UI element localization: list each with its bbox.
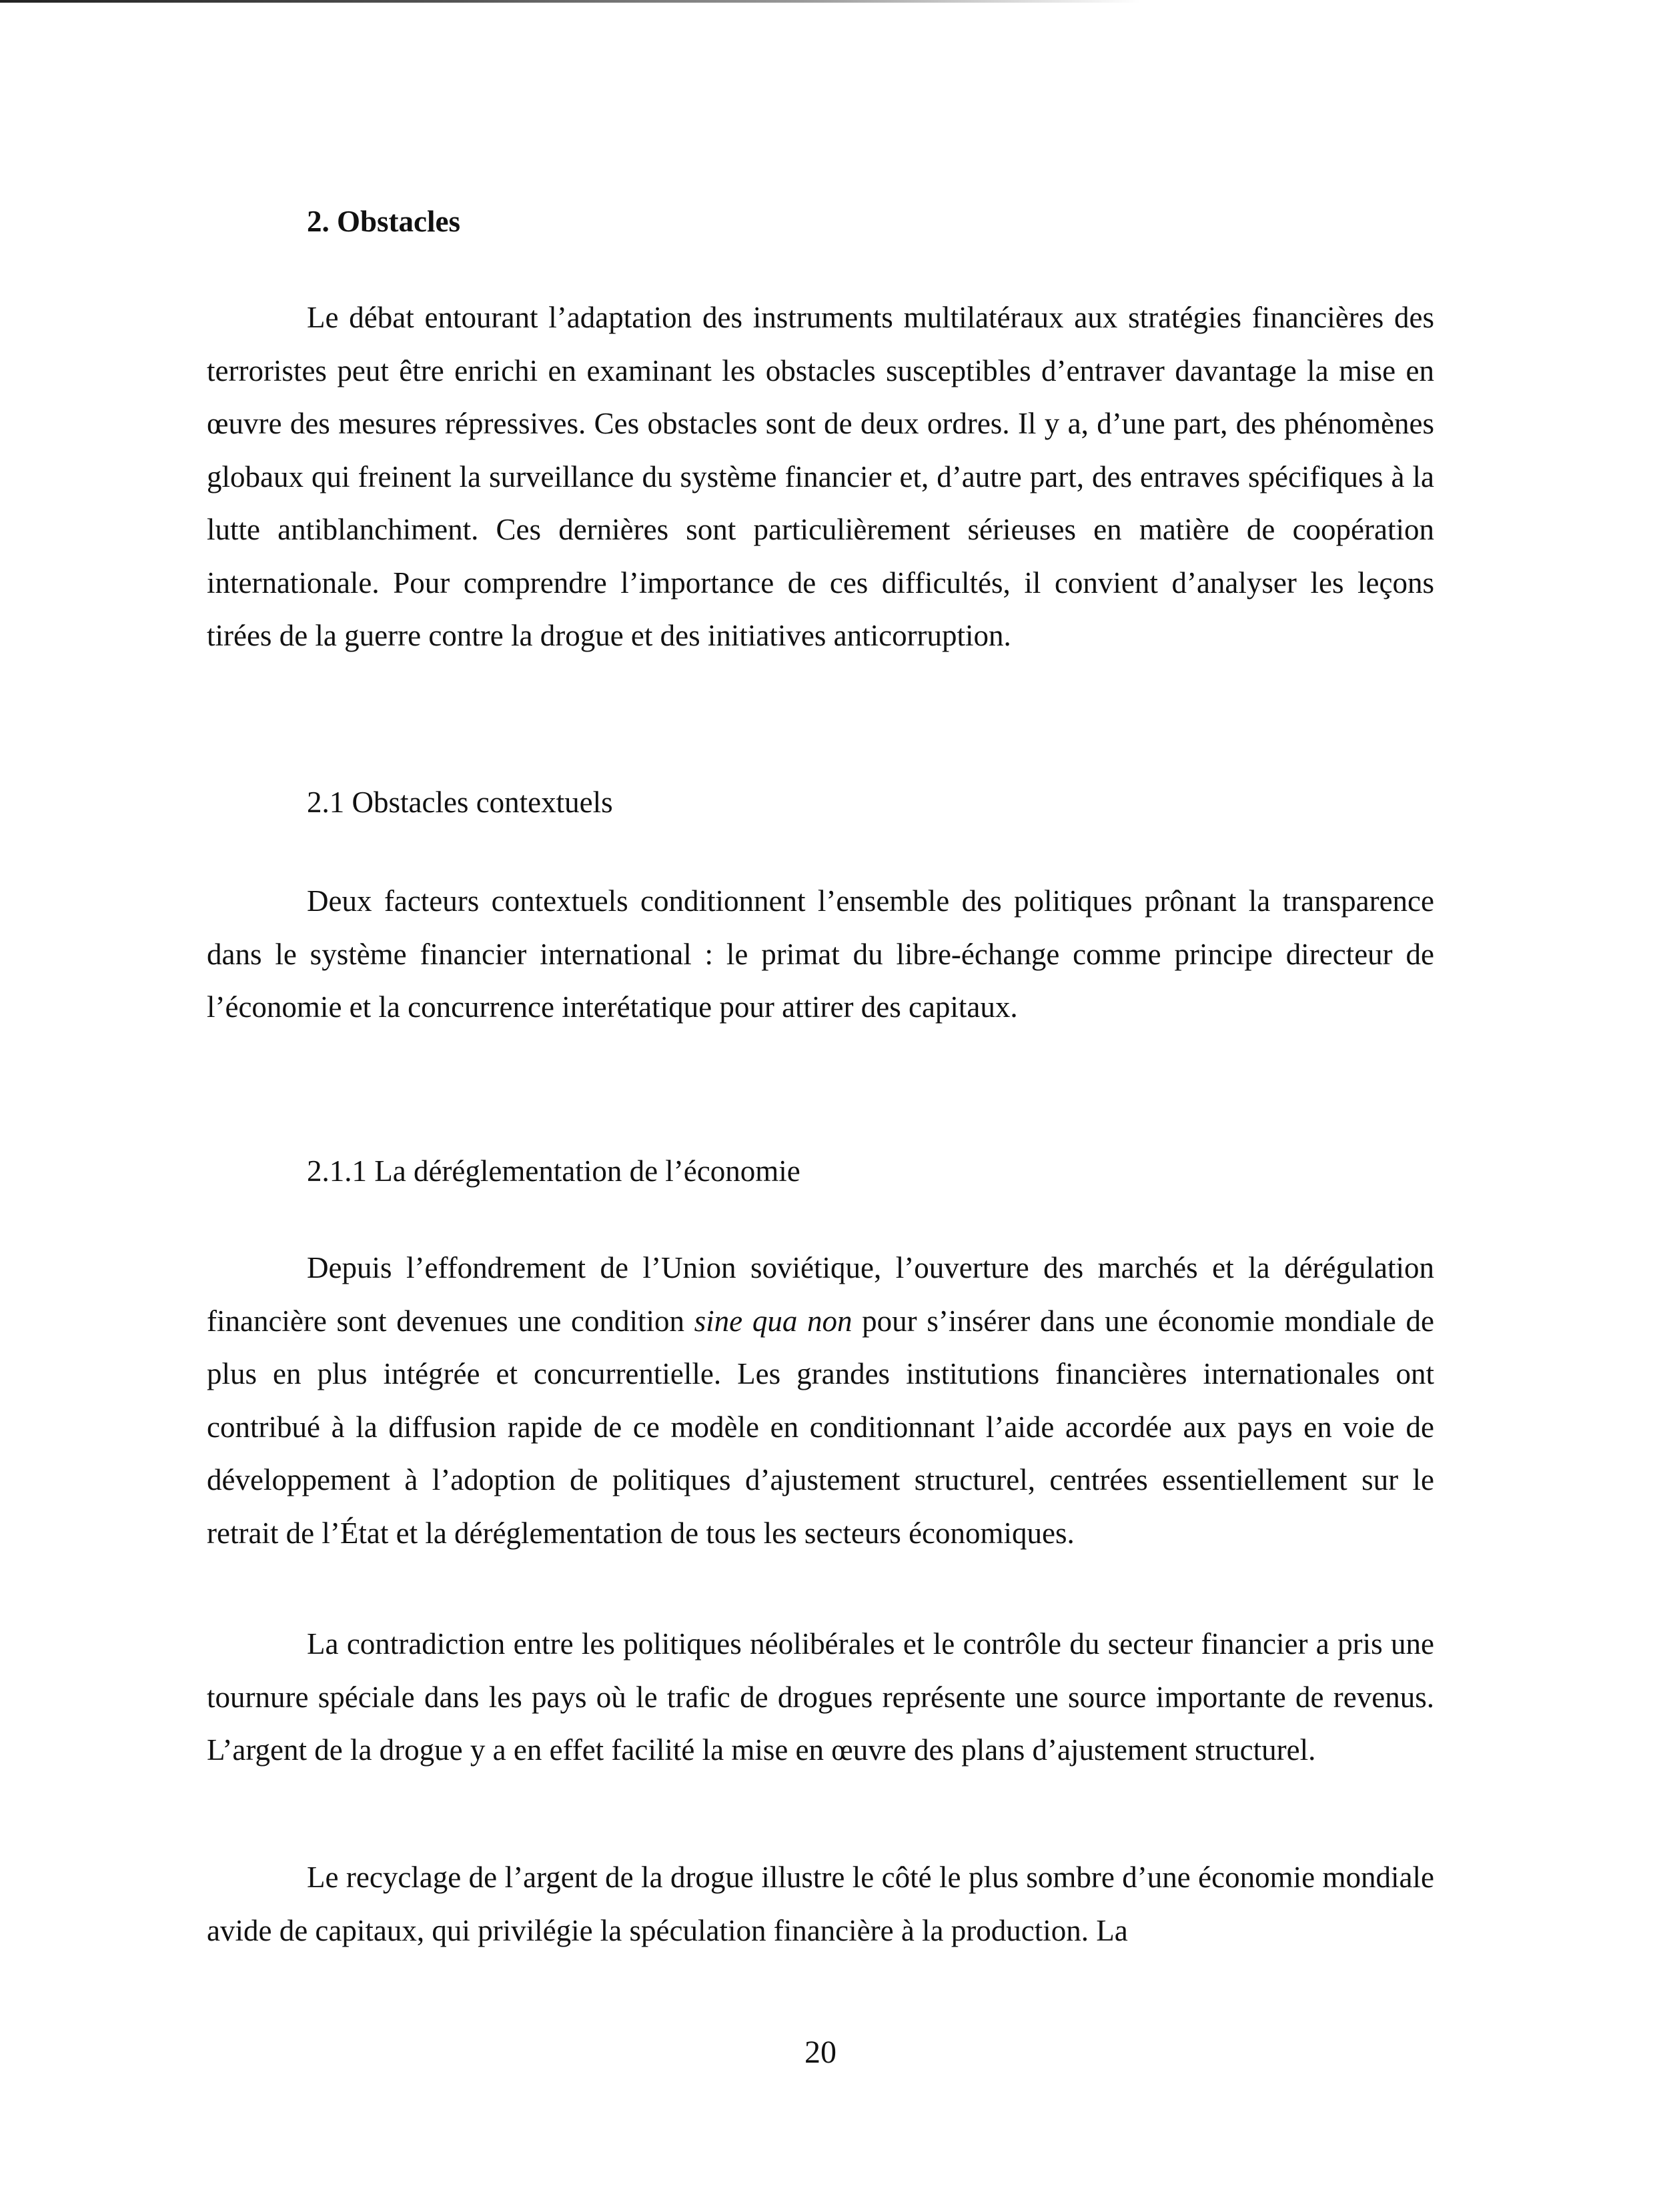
italic-phrase: sine qua non — [694, 1304, 853, 1338]
paragraph-contradiction: La contradiction entre les politiques néolibérales et le contrôle du secteur financier a pris une tournure spéciale dans les pays où le trafic de drogues représente une source importante de revenus. L’argent de la drogue y a en effet facilité la mise en œuvre des plans d’ajustement structurel. — [207, 1627, 1434, 1767]
page-number: 20 — [804, 2035, 836, 2070]
paragraph-deregulation-start: Depuis l’effondrement de l’Union soviétique, l’ouverture des marchés et la dérégulation financière sont devenues une condition — [207, 1251, 1434, 1338]
paragraph-deregulation-end: pour s’insérer dans une économie mondiale de plus en plus intégrée et concurrentielle. Les grandes institutions financières internationales ont contribué à la diffusion rapide de ce modèle en conditionnant l’aide accordée aux pays en voie de développement à l’adoption de politiques d’ajustement structurel, centrées essentiellement sur le retrait de l’État et la déréglementation de tous les secteurs économiques. — [207, 1304, 1434, 1550]
paragraph-deregulation — [207, 1242, 1434, 1560]
subsubsection-heading: 2.1.1 La déréglementation de l’économie — [307, 1154, 800, 1188]
subsection-heading: 2.1 Obstacles contextuels — [307, 786, 613, 819]
section-heading: 2. Obstacles — [307, 205, 460, 238]
subsection-paragraph: Deux facteurs contextuels conditionnent l’ensemble des politiques prônant la transparence dans le système financier international : le primat du libre-échange comme principe directeur de l’économie et la concurrence interétatique pour attirer des capitaux. — [207, 884, 1434, 1024]
paragraph-recycling: Le recyclage de l’argent de la drogue illustre le côté le plus sombre d’une économie mondiale avide de capitaux, qui privilégie la spéculation financière à la production. La — [207, 1861, 1434, 1947]
intro-paragraph: Le débat entourant l’adaptation des instruments multilatéraux aux stratégies financières des terroristes peut être enrichi en examinant les obstacles susceptibles d’entraver davantage la mise en œuvre des mesures répressives. Ces obstacles sont de deux ordres. Il y a, d’une part, des phénomènes globaux qui freinent la surveillance du système financier et, d’autre part, des entraves spécifiques à la lutte antiblanchiment. Ces dernières sont particulièrement sérieuses en matière de coopération internationale. Pour comprendre l’importance de ces difficultés, il convient d’analyser les leçons tirées de la guerre contre la drogue et des initiatives anticorruption. — [207, 301, 1434, 652]
scan-top-edge — [0, 0, 1141, 3]
